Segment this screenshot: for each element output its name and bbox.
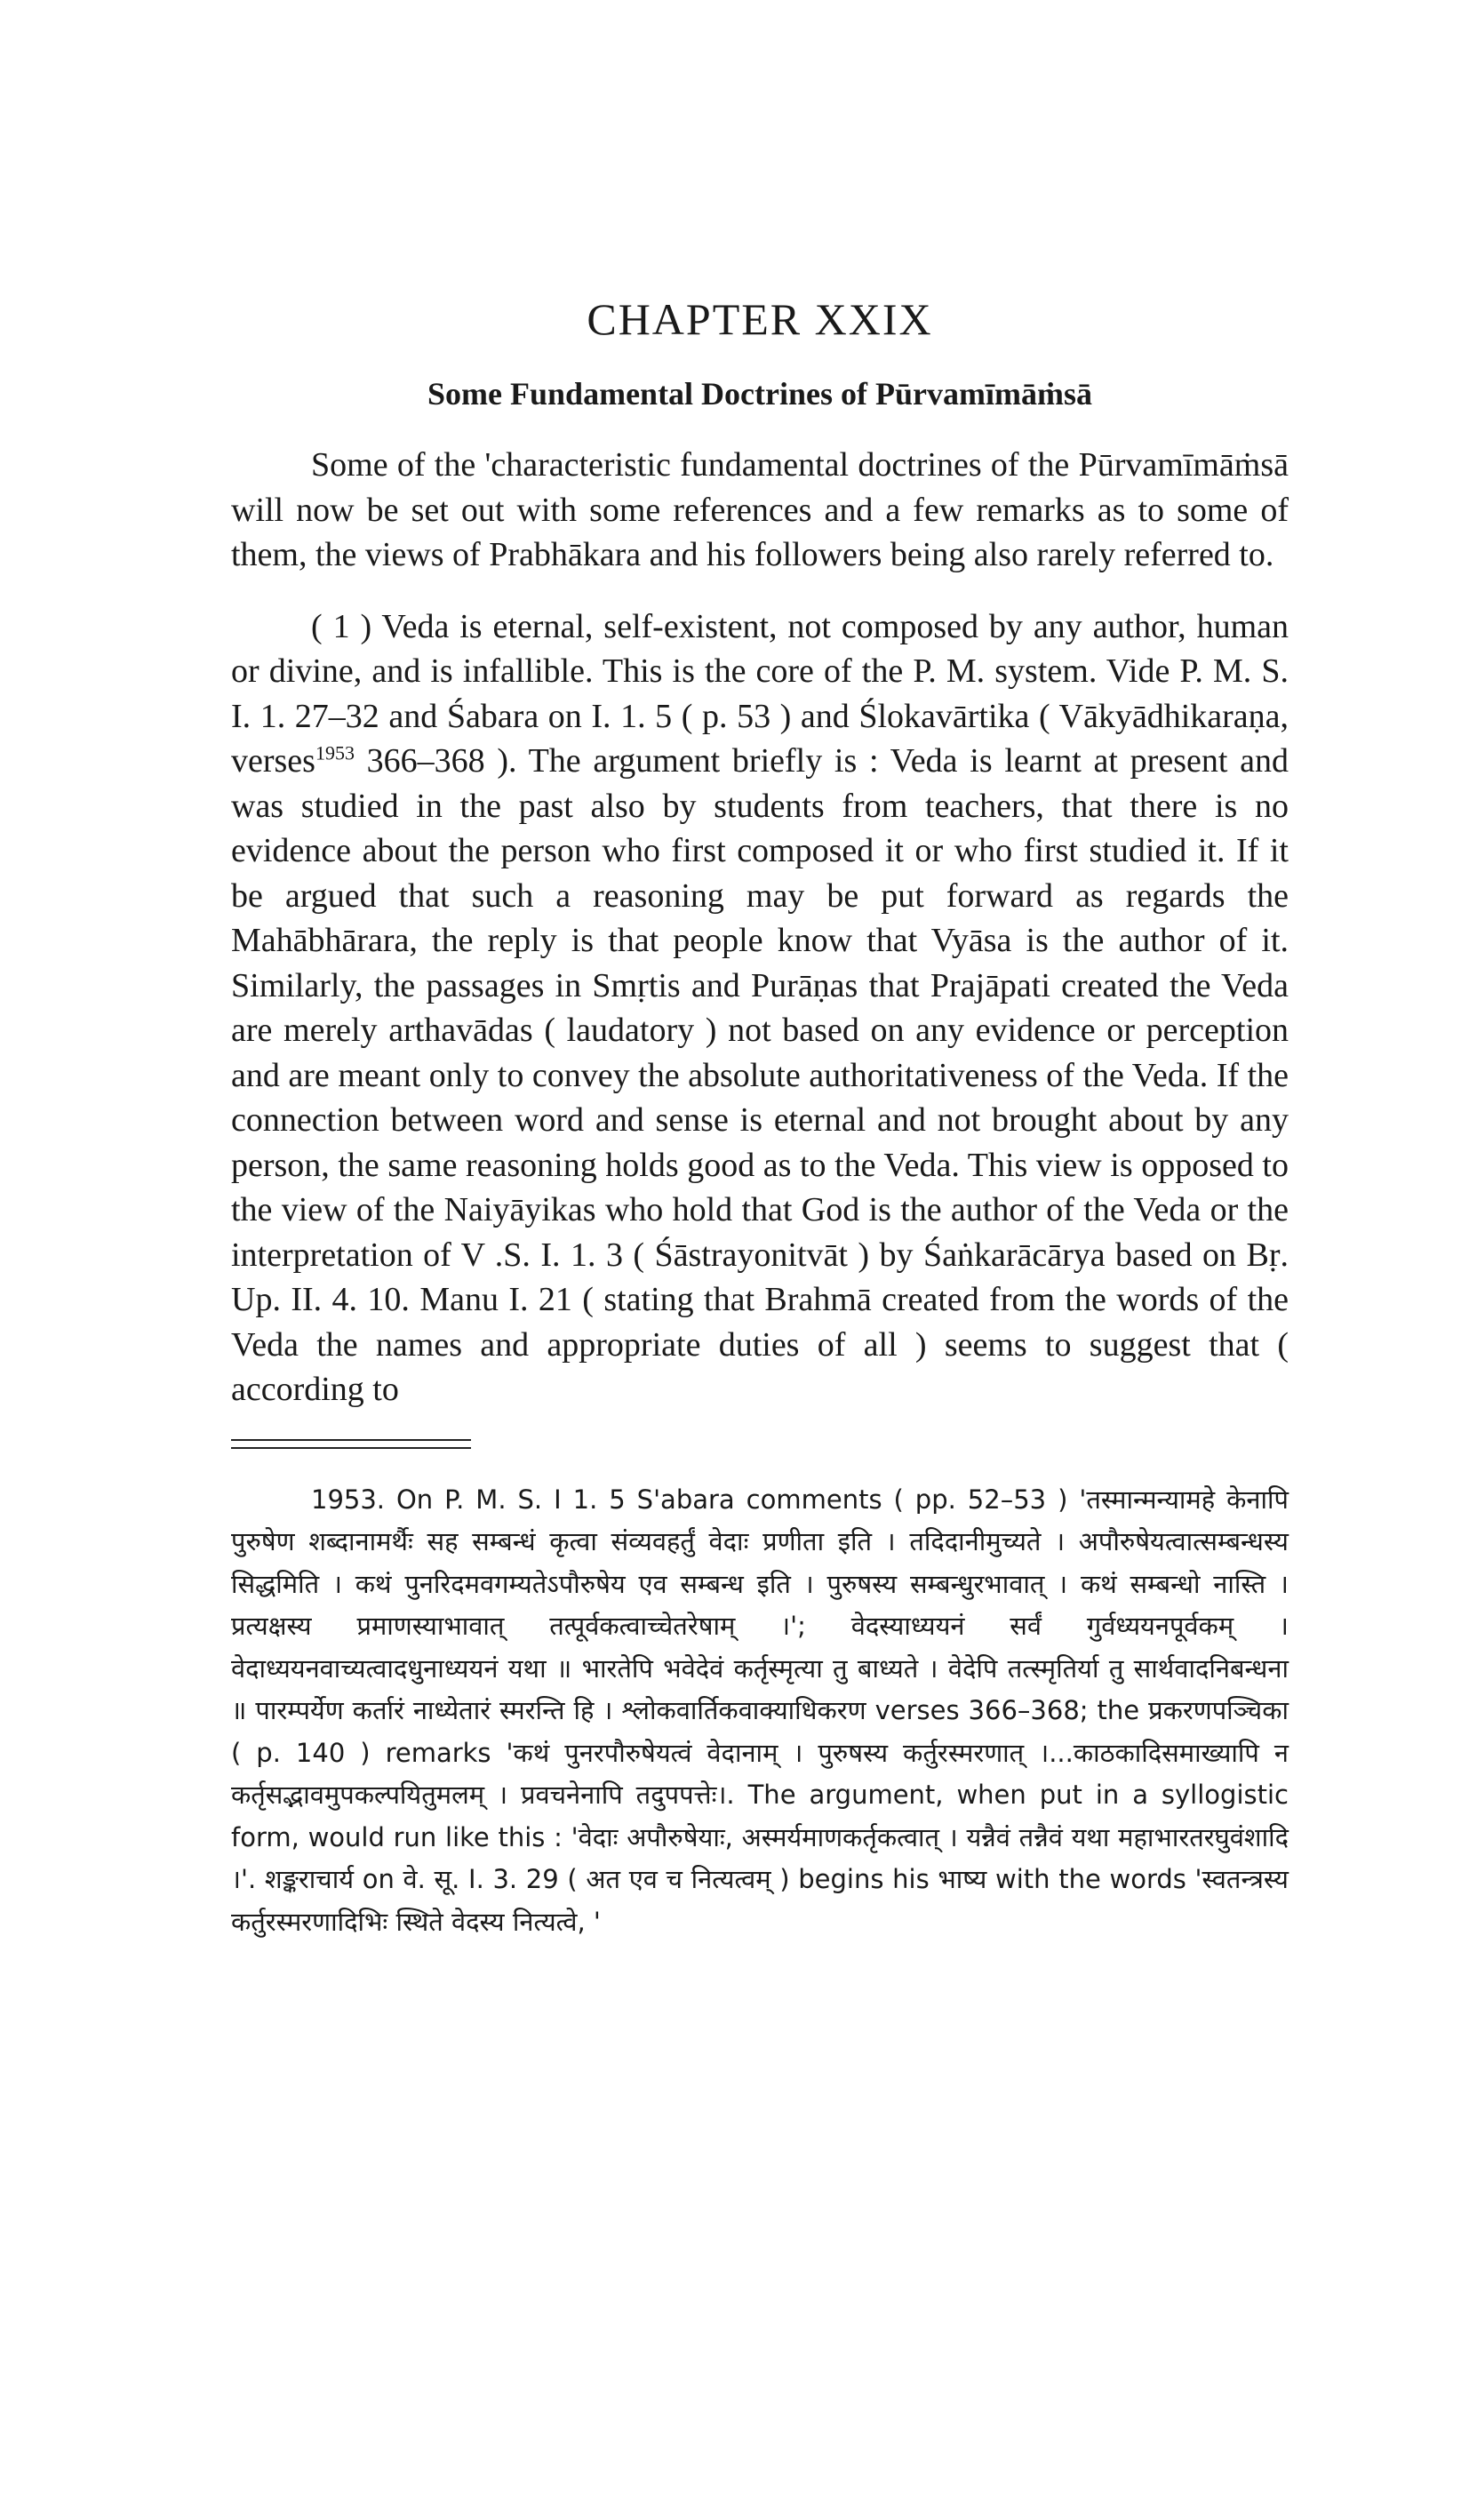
doctrine-1-paragraph (231, 604, 1289, 1412)
footnote-1953: 1953. On P. M. S. I 1. 5 S'abara comments ( pp. 52–53 ) 'तस्मान्मन्यामहे केनापि पुरुषेण शब्दानामर्थैः सह सम्बन्धं कृत्वा संव्यवहर्तुं वेदाः प्रणीता इति । तदिदानीमुच्यते । अपौरुषेयत्वात्सम्बन्धस्य सिद्धमिति । कथं पुनरिदमवगम्यतेऽपौरुषेय एव सम्बन्ध इति । पुरुषस्य सम्बन्धुरभावात् । कथं सम्बन्धो नास्ति । प्रत्यक्षस्य प्रमाणस्याभावात् तत्पूर्वकत्वाच्चेतरेषाम् ।'; वेदस्याध्ययनं सर्वं गुर्वध्ययनपूर्वकम् । वेदाध्ययनवाच्यत्वादधुनाध्ययनं यथा ॥ भारतेपि भवेदेवं कर्तृस्मृत्या तु बाध्यते । वेदेपि तत्स्मृतिर्या तु सार्थवादनिबन्धना ॥ पारम्पर्येण कर्तारं नाध्येतारं स्मरन्ति हि । श्लोकवार्तिकवाक्याधिकरण verses 366–368; the प्रकरणपञ्चिका ( p. 140 ) remarks 'कथं पुनरपौरुषेयत्वं वेदानाम् । पुरुषस्य कर्तुरस्मरणात् ।...काठकादिसमाख्यापि न कर्तृसद्भावमुपकल्पयितुमलम् । प्रवचनेनापि तदुपपत्तेः।. The argument, when put in a syllogistic form, would run like this : 'वेदाः अपौरुषेयाः, अस्मर्यमाणकर्तृकत्वात् । यन्नैवं तन्नैवं यथा महाभारतरघुवंशादि ।'. शङ्कराचार्य on वे. सू. I. 3. 29 ( अत एव च नित्यत्वम् ) begins his भाष्य with the words 'स्वतन्त्रस्य कर्तुरस्मरणादिभिः स्थिते वेदस्य नित्यत्वे, ' (231, 1484, 1289, 1937)
chapter-subtitle: Some Fundamental Doctrines of Pūrvamīmāṁsā (427, 376, 1092, 412)
doctrine-1-text-b: 366–368 ). The argument briefly is : Veda is learnt at present and was studied in the past also by students from teachers, that there is no evidence about the person who first composed it or who first studied it. If it be argued that such a reasoning may be put forward as regards the Mahābhārara, the reply is that people know that Vyāsa is the author of it. Similarly, the passages in Smṛtis and Purāṇas that Prajāpati created the Veda are merely arthavādas ( laudatory ) not based on any evidence or perception and are meant only to convey the absolute authoritativeness of the Veda. If the connection between word and sense is eternal and not brought about by any person, the same reasoning holds good as to the Veda. This view is opposed to the view of the Naiyāyikas who hold that God is the author of the Veda or the interpretation of V .S. I. 1. 3 ( Śāstrayonitvāt ) by Śaṅkarācārya based on Bṛ. Up. II. 4. 10. Manu I. 21 ( stating that Brahmā created from the words of the Veda the names and appropriate duties of all ) seems to suggest that ( according to (231, 742, 1289, 1408)
doctrine-1-text-a: ( 1 ) Veda is eternal, self-existent, not composed by any author, human or divine, and is infallible. This is the core of the P. M. system. Vide P. M. S. I. 1. 27–32 and Śabara on I. 1. 5 ( p. 53 ) and Ślokavārtika ( Vākyādhikaraṇa, verses (231, 607, 1289, 780)
footnote-reference: 1953 (315, 741, 355, 764)
intro-paragraph: Some of the 'characteristic fundamental doctrines of the Pūrvamīmāṁsā will now be set out with some references and a few remarks as to some of them, the views of Prabhākara and his followers being also rarely referred to. (231, 446, 1289, 573)
chapter-title: CHAPTER XXIX (587, 294, 933, 344)
footnote-divider (231, 1439, 471, 1449)
book-page (231, 293, 1289, 1943)
